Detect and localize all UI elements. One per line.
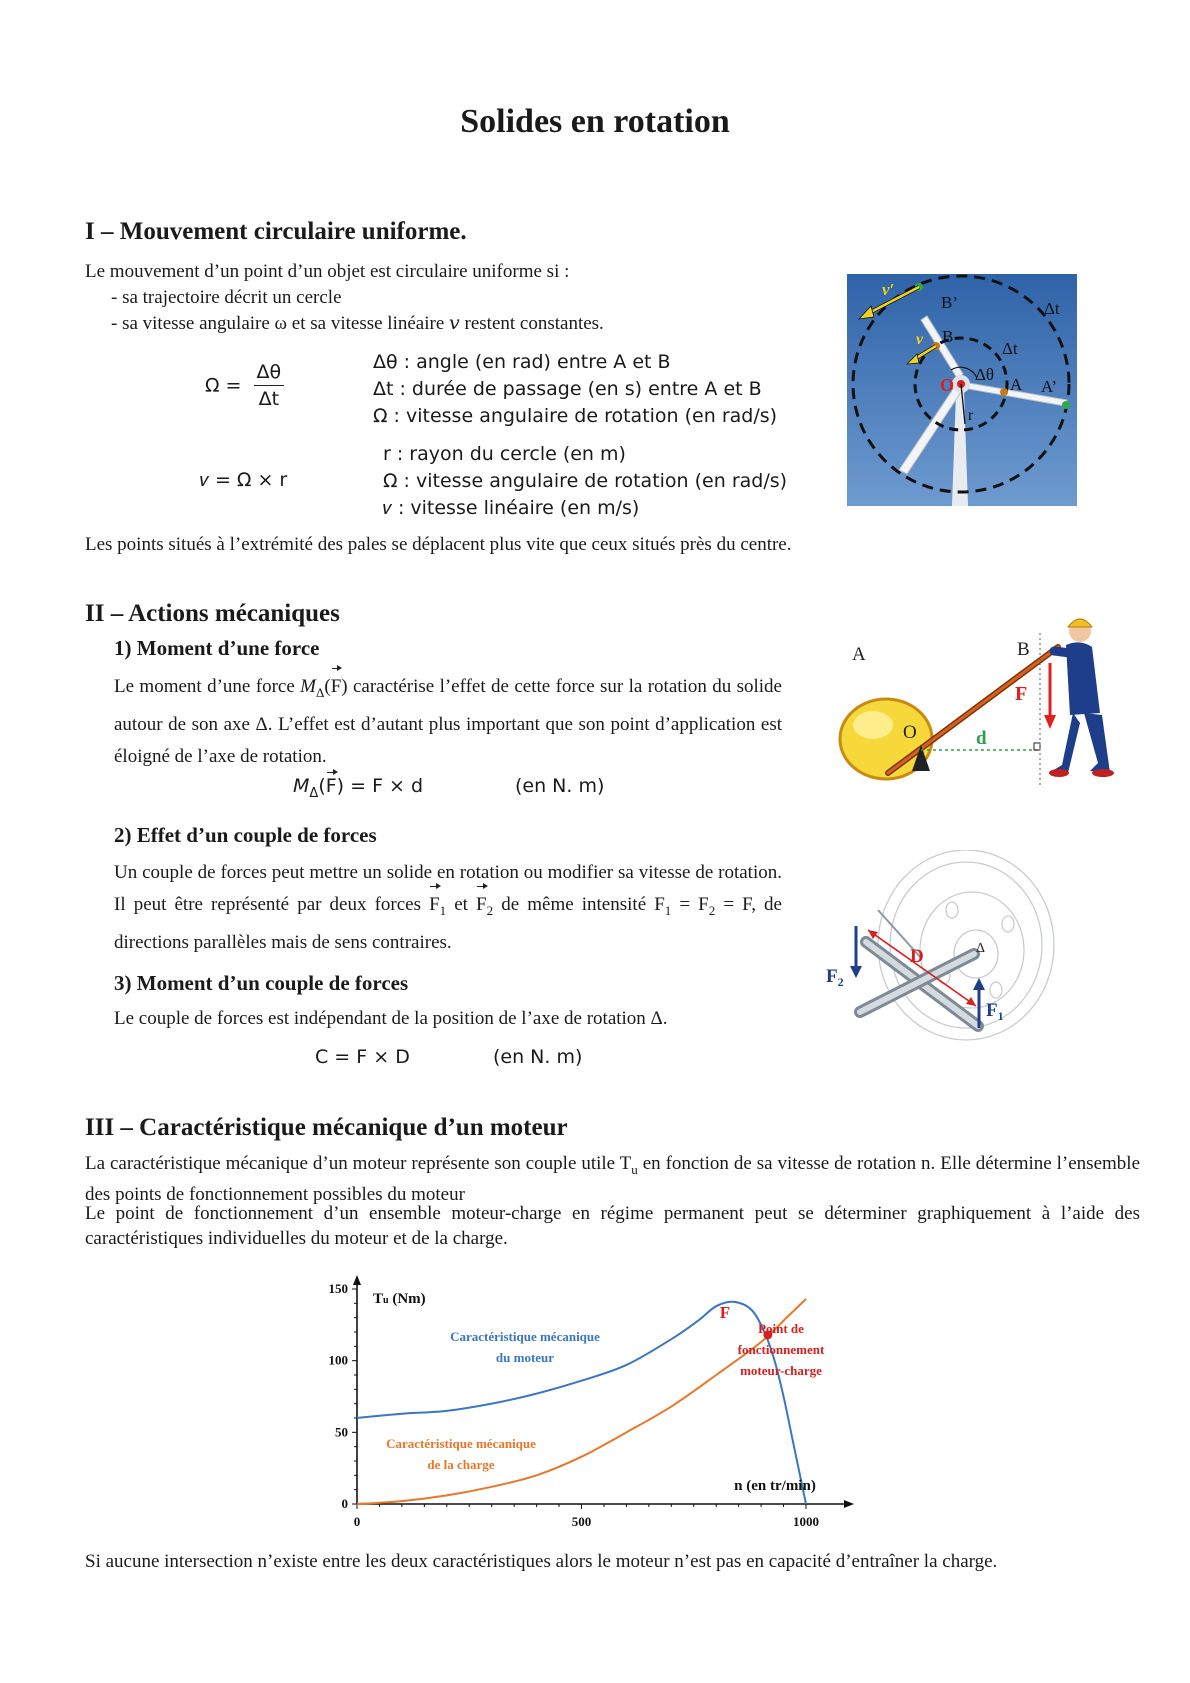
lever-figure [818, 605, 1148, 785]
formula-moment-unit: (en N. m) [515, 775, 605, 797]
s3-final-paragraph: Si aucune intersection n’existe entre les deux caractéristiques alors le moteur n’est pas en capacité d’entraîner la charge. [85, 1551, 998, 1572]
label-lever-o: O [903, 722, 917, 743]
label-lever-f: F [1015, 683, 1028, 705]
worker-icon [1049, 619, 1114, 777]
s3-paragraph-1: La caractéristique mécanique d’un moteur représente son couple utile $T_u$ en fonction de sa vitesse de rotation n. Elle détermine l’ensemble des points de fonctionnement possibles du moteur [85, 1153, 1141, 1205]
label-b-prime: B’ [941, 293, 958, 312]
subsection-couple-moment: 3) Moment d’un couple de forces [114, 971, 409, 995]
label-point-line-2: fonctionnement [737, 1342, 825, 1357]
def-omega: Ω : vitesse angulaire de rotation (en rad/s) [373, 405, 778, 427]
def-dtheta: Δθ : angle (en rad) entre A et B [373, 351, 671, 373]
label-a-prime: A’ [1041, 377, 1058, 396]
label-v: v [916, 331, 924, 348]
subsection-couple-effect: 2) Effet d’un couple de forces [114, 823, 377, 847]
label-b: B [942, 327, 954, 346]
label-dt-outer: Δt [1044, 299, 1060, 318]
def-omega-2: Ω : vitesse angulaire de rotation (en rad/s) [383, 470, 788, 492]
label-lever-b: B [1017, 639, 1030, 660]
force-f2-arrow [850, 966, 862, 978]
y-axis-arrow [353, 1275, 361, 1285]
formula-omega: Ω = $\frac{\Delta\theta}{\Delta t}$ [205, 361, 284, 410]
label-f2: $F_2$ [826, 966, 844, 989]
s3-paragraph-2: Le point de fonctionnement d’un ensemble moteur-charge en régime permanent peut se déterminer graphiquement à l’aide des caractéristiques individuelles du moteur et de la charge. [85, 1203, 1140, 1249]
subsection-moment-force: 1) Moment d’une force [114, 636, 320, 660]
label-dt-inner: Δt [1002, 339, 1018, 358]
x-tick-label: 0 [353, 1514, 361, 1529]
label-lever-a: A [852, 644, 866, 665]
formula-couple: C = F × D [315, 1046, 410, 1068]
force-arrow [1044, 715, 1056, 729]
s1-bullet-2: - sa vitesse angulaire ω et sa vitesse linéaire 𝑣 restent constantes. [111, 313, 604, 334]
point-a [1000, 388, 1008, 396]
label-load-line-1: Caractéristique mécanique [386, 1436, 536, 1451]
section-2-heading: II – Actions mécaniques [85, 600, 340, 627]
label-d: D [910, 946, 924, 967]
point-a-prime [1062, 401, 1070, 409]
x-tick-label: 1000 [793, 1514, 819, 1529]
label-load-line-2: de la charge [427, 1457, 495, 1472]
formula-linear-speed: 𝑣 = Ω × r [200, 469, 288, 491]
label-o: O [940, 375, 955, 395]
label-delta: Δ [976, 941, 986, 956]
label-dtheta: Δθ [975, 365, 995, 384]
label-point-line-3: moteur-charge [740, 1363, 822, 1378]
label-lever-d: d [976, 728, 987, 749]
wheel-wrench-figure [826, 850, 1056, 1060]
chart-labels [373, 1291, 825, 1494]
formula-couple-unit: (en N. m) [493, 1046, 583, 1068]
def-v: 𝑣 : vitesse linéaire (en m/s) [383, 497, 640, 519]
label-point-line-1: Point de [758, 1321, 804, 1336]
label-motor-line-1: Caractéristique mécanique [450, 1329, 600, 1344]
section-1-heading: I – Mouvement circulaire uniforme. [85, 218, 467, 245]
label-v-prime: v′ [882, 280, 895, 299]
x-tick-label: 500 [571, 1514, 592, 1529]
s1-intro: Le mouvement d’un point d’un objet est circulaire uniforme si : [85, 261, 570, 282]
omega-definitions [373, 349, 777, 430]
formula-moment: $M_\Delta(F) = F \times d$ [293, 775, 424, 801]
page-title: Solides en rotation [460, 103, 730, 140]
label-a: A [1010, 375, 1023, 394]
force-f1-arrow [973, 978, 985, 990]
x-axis-label: n (en tr/min) [734, 1478, 816, 1494]
couple-effect-paragraph: Un couple de forces peut mettre un solide en rotation ou modifier sa vitesse de rotation. Il peut être représenté par deux forces $F_1$ et $F_2$ de même intensité $F_1 = F_2 = F$, de directions parallèles mais de sens contraires. [114, 862, 782, 953]
x-axis-arrow [844, 1500, 854, 1508]
wind-turbine-figure [847, 274, 1077, 506]
s1-bullet-1: - sa trajectoire décrit un cercle [111, 287, 342, 308]
y-tick-label: 150 [328, 1281, 348, 1296]
label-f1: $F_1$ [986, 1000, 1004, 1023]
label-operating-f: F [719, 1303, 731, 1322]
y-tick-label: 100 [328, 1352, 348, 1368]
def-dt: Δt : durée de passage (en s) entre A et B [373, 378, 762, 400]
couple-moment-paragraph: Le couple de forces est indépendant de la position de l’axe de rotation Δ. [114, 1008, 668, 1029]
section-3-heading: III – Caractéristique mécanique d’un moteur [85, 1114, 568, 1141]
s1-conclusion: Les points situés à l’extrémité des pales se déplacent plus vite que ceux situés près du centre. [85, 534, 792, 555]
def-r: r : rayon du cercle (en m) [383, 443, 626, 465]
mechanical-characteristic-chart [300, 1268, 920, 1538]
label-motor-line-2: du moteur [495, 1350, 555, 1365]
label-r: r [968, 407, 974, 424]
moment-force-paragraph: Le moment d’une force $M_\Delta(F)$ caractérise l’effet de cette force sur la rotation du solide autour de son axe Δ. L’effet est d’autant plus important que son point d’application est éloigné de l’axe de rotation. [114, 671, 782, 773]
speed-definitions [383, 441, 787, 522]
y-tick-label: 50 [335, 1424, 348, 1440]
y-axis-label: Tu (Nm) [373, 1291, 426, 1307]
y-tick-label: 0 [341, 1496, 348, 1511]
